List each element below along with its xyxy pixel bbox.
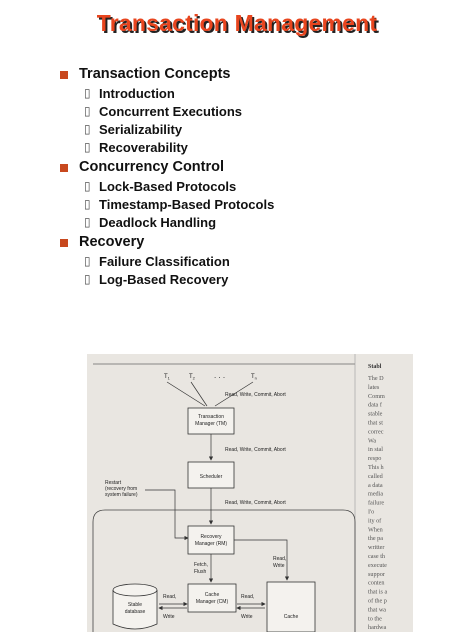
cache-box — [267, 582, 315, 632]
restart-label-line2: (recovery from — [105, 486, 138, 492]
side-text-line: suppor — [368, 570, 385, 578]
ops-label-2: Read, Write, Commit, Abort — [225, 447, 286, 453]
square-bullet-icon — [60, 164, 68, 172]
side-text-line: that st — [368, 419, 383, 427]
scanned-diagram — [87, 354, 413, 632]
side-text-line: The D — [368, 375, 384, 382]
side-text-line: to the — [368, 615, 382, 623]
slide-outline — [58, 64, 458, 289]
side-text-line: that is a — [368, 588, 388, 596]
outline-item — [58, 253, 458, 271]
outline-item-label: Timestamp-Based Protocols — [99, 197, 275, 212]
ops-label-1: Read, Write, Commit, Abort — [225, 392, 286, 398]
side-text-line: that wa — [368, 606, 387, 614]
rw2-label-line2: Write — [163, 614, 175, 620]
side-heading: Stabl — [368, 364, 382, 370]
outline-section — [58, 159, 458, 178]
sub-bullet-icon: ▯ — [84, 254, 91, 268]
outline-item — [58, 196, 458, 214]
t2-label: $T_2$ — [189, 374, 195, 381]
sub-bullet-icon: ▯ — [84, 197, 91, 211]
side-text-line: called — [368, 472, 383, 480]
outline-item-label: Serializability — [99, 122, 183, 137]
side-text-line: in stal — [368, 446, 383, 454]
rw-label-line2: Write — [273, 563, 285, 569]
recovery-manager-box — [188, 526, 234, 554]
side-text-line: This h — [368, 464, 384, 471]
ellipsis: . . . — [214, 371, 226, 380]
stable-db-label-line1: Stable — [127, 602, 143, 608]
outline-item — [58, 271, 458, 289]
sub-bullet-icon: ▯ — [84, 122, 91, 136]
side-text-line: conten — [368, 579, 385, 587]
side-text-line: correc — [368, 428, 384, 436]
ops-label-3: Read, Write, Commit, Abort — [225, 500, 286, 506]
rw3-label-line2: Write — [241, 614, 253, 620]
cm-label-line2: Manager (CM) — [195, 599, 229, 605]
side-text-line: failure — [368, 499, 385, 507]
rw3-label-line1: Read, — [241, 594, 255, 600]
sub-bullet-icon: ▯ — [84, 140, 91, 154]
outline-item-label: Log-Based Recovery — [99, 272, 229, 287]
fetch-label-line2: Flush — [194, 569, 207, 575]
outline-item-label: Introduction — [99, 86, 175, 101]
outline-item-label: Recoverability — [99, 140, 188, 155]
side-text-column — [368, 375, 387, 631]
scheduler-label: Scheduler — [199, 474, 223, 480]
side-text-line: Wa — [368, 437, 377, 445]
t1-label: $T_1$ — [164, 374, 170, 381]
rm-label-line2: Manager (RM) — [194, 541, 228, 547]
outline-section — [58, 234, 458, 253]
outline-item — [58, 214, 458, 232]
side-text-line: respo — [368, 455, 382, 463]
restart-label-line1: Restart — [105, 480, 122, 486]
outline-item — [58, 139, 458, 157]
rw-label-line1: Read, — [273, 556, 287, 562]
slide-title: Transaction Management — [96, 10, 378, 36]
restart-label-line3: system failure) — [105, 492, 138, 498]
outline-section — [58, 66, 458, 85]
side-text-line: execute — [368, 561, 387, 569]
cache-label: Cache — [283, 614, 299, 620]
side-text-line: Comm — [368, 392, 385, 400]
tm-label-line1: Transaction — [198, 414, 224, 420]
side-text-line: a data — [368, 481, 383, 489]
tn-label: $T_n$ — [251, 374, 257, 381]
side-text-line: stable — [368, 410, 383, 418]
outline-item-label: Failure Classification — [99, 254, 230, 269]
architecture-diagram — [87, 354, 413, 632]
sub-bullet-icon: ▯ — [84, 272, 91, 286]
outline-item — [58, 178, 458, 196]
rm-label-line1: Recovery — [200, 534, 222, 540]
square-bullet-icon — [60, 71, 68, 79]
outline-item-label: Lock-Based Protocols — [99, 179, 237, 194]
side-text-line: I'o — [368, 508, 375, 516]
square-bullet-icon — [60, 239, 68, 247]
rw2-label-line1: Read, — [163, 594, 177, 600]
side-text-line: hardwa — [368, 624, 387, 632]
outline-item-label: Concurrent Executions — [99, 104, 243, 119]
restart-arrow — [145, 490, 188, 538]
tm-label-line2: Manager (TM) — [195, 421, 227, 427]
side-text-line: data f — [368, 401, 382, 409]
side-text-line: case th — [368, 553, 386, 560]
outline-section-label: Recovery — [79, 234, 145, 250]
fetch-label-line1: Fetch, — [194, 562, 208, 568]
sub-bullet-icon: ▯ — [84, 179, 91, 193]
outline-section-label: Concurrency Control — [79, 159, 225, 175]
outline-item — [58, 85, 458, 103]
side-text-line: When — [368, 526, 383, 534]
sub-bullet-icon: ▯ — [84, 86, 91, 100]
side-text-line: the pa — [368, 535, 383, 543]
cm-label-line1: Cache — [204, 592, 220, 598]
outline-section-label: Transaction Concepts — [79, 66, 231, 82]
stable-db-label-line2: database — [124, 609, 146, 615]
sub-bullet-icon: ▯ — [84, 215, 91, 229]
side-text-line: lates — [368, 383, 380, 391]
sub-bullet-icon: ▯ — [84, 104, 91, 118]
cache-manager-box — [188, 584, 236, 612]
side-text-line: of the p — [368, 597, 387, 605]
outline-item — [58, 103, 458, 121]
side-text-line: writter — [368, 544, 385, 552]
outline-item — [58, 121, 458, 139]
side-text-line: ity of — [368, 517, 382, 525]
side-text-line: media — [368, 490, 384, 498]
outline-item-label: Deadlock Handling — [99, 215, 217, 230]
